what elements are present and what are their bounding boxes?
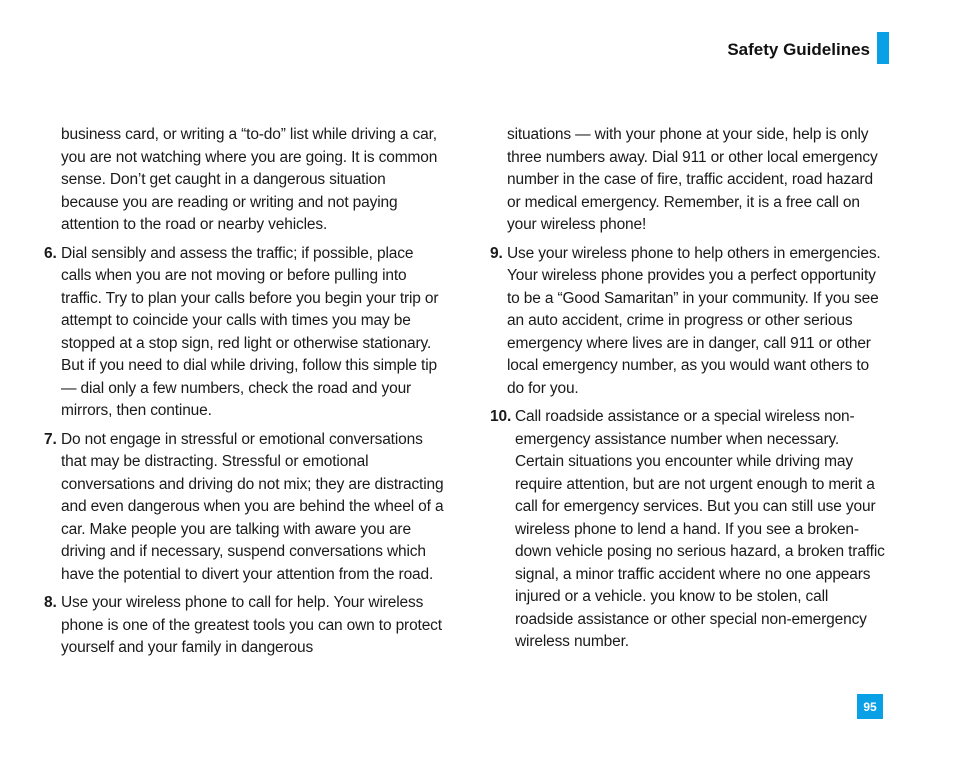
item-text: Dial sensibly and assess the traffic; if possible, place calls when you are not moving or before pulling into traffic. Try to plan your calls before you begin your trip or attempt to coincide your calls with times you may be stopped at a stop sign, red light or otherwise stationary. But if you need to dial while driving, follow this simple tip— dial only a few numbers, check the road and your mirrors, then continue. — [61, 244, 439, 419]
left-column — [44, 124, 444, 666]
item-text: Use your wireless phone to help others in emergencies. Your wireless phone provides you a perfect opportunity to be a “Good Samaritan” in your community. If you see an auto accident, crime in progress or other serious emergency where lives are in danger, call 911 or other local emergency number, as you would want others to do for you. — [507, 244, 881, 397]
list-item — [490, 406, 890, 654]
item-text: Use your wireless phone to call for help. Your wireless phone is one of the greatest tools you can own to protect yourself and your family in dangerous — [61, 594, 442, 656]
list-item — [44, 592, 444, 660]
item-number: 8. — [44, 594, 57, 611]
list-item — [44, 243, 444, 423]
right-column — [490, 124, 890, 660]
item-number: 9. — [490, 244, 503, 262]
continuation-text: situations — with your phone at your side, help is only three numbers away. Dial 911 or other local emergency number in the case of fire, traffic accident, road hazard or medical emergency. Remember, it is a free call on your wireless phone! — [507, 126, 878, 233]
list-item — [44, 429, 444, 587]
section-accent-bar — [877, 32, 889, 64]
item-number: 10. — [490, 408, 512, 425]
item-number: 6. — [44, 244, 57, 262]
item-number: 7. — [44, 430, 57, 448]
continuation-text: business card, or writing a “to-do” list while driving a car, you are not watching where you are going. It is common sense. Don’t get caught in a dangerous situation because you are reading or writing and not paying attention to the road or nearby vehicles. — [61, 126, 438, 233]
list-item — [490, 243, 890, 401]
page-number-badge: 95 — [857, 694, 883, 719]
section-title: Safety Guidelines — [727, 40, 870, 59]
item-text: Call roadside assistance or a special wireless non-emergency assistance number when necessary. Certain situations you encounter while driving may require attention, but are not urgent enough to merit a call for emergency services. But you can still use your wireless phone to lend a hand. If you see a broken-down vehicle posing no serious hazard, a broken traffic signal, a minor traffic accident where no one appears injured or a vehicle. you know to be stolen, call roadside assistance or other special non-emergency wireless number. — [515, 408, 885, 650]
item-text: Do not engage in stressful or emotional conversations that may be distracting. Stressful or emotional conversations and driving do not mix; they are distracting and even dangerous when you are behind the wheel of a car. Make people you are talking with aware you are driving and if necessary, suspend conversations which have the potential to divert your attention from the road. — [61, 430, 444, 583]
